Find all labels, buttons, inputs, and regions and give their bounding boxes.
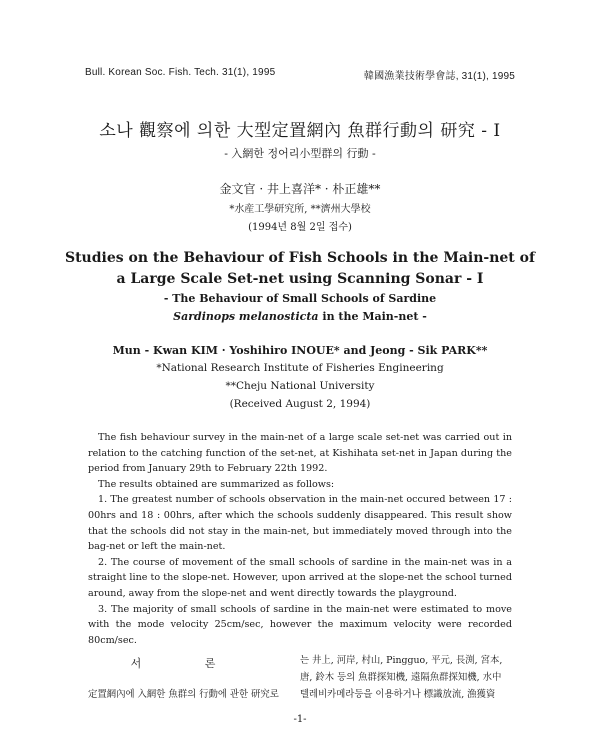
journal-header-en: Bull. Korean Soc. Fish. Tech. 31(1), 1995 (85, 67, 276, 78)
abstract-paragraph: The fish behaviour survey in the main-net of a large scale set-net was carried out in relation to the catching function of the set-net, at Kishihata set-net in Japan during the period from January 29th to February 22th 1992. (88, 432, 512, 475)
received-date-english: (Received August 2, 1994) (229, 398, 371, 410)
intro-right-line: 唐, 鈴木 등의 魚群探知機, 遠隔魚群探知機, 水中 (300, 672, 502, 683)
intro-left-column-text: 定置網內에 入網한 魚群의 行動에 관한 研究로 (88, 689, 279, 700)
title-english (0, 248, 600, 290)
subtitle-english-line-1: - The Behaviour of Small Schools of Sardine (163, 292, 437, 305)
abstract-paragraph: 2. The course of movement of the small schools of sardine in the main-net was in a straight line to the slope-net. However, upon arrived at the slope-net the school turned around, away from the slope-net and went directly towards the playground. (88, 556, 512, 599)
abstract-paragraph: 1. The greatest number of schools observation in the main-net occured between 17 : 00hrs and 18 : 00hrs, after which the schools suddenly disappeared. This result show that the schools did not stay in the main-net, but immediately moved through into the bag-net or left the main-net. (88, 494, 512, 553)
subtitle-korean: - 入網한 정어리小型群의 行動 - (224, 147, 376, 160)
affiliations-korean: *水産工學研究所, **濟州大學校 (229, 204, 371, 215)
title-english-line-1: Studies on the Behaviour of Fish Schools in the Main-net of (64, 250, 535, 266)
subtitle-english-line-2-rest: in the Main-net - (318, 310, 427, 323)
intro-right-line: 텔레비카메라등을 이용하거나 標識放流, 漁獲資 (300, 689, 496, 700)
title-english-line-2: a Large Scale Set-net using Scanning Sonar - I (116, 271, 484, 287)
subtitle-english-line-2 (0, 310, 600, 323)
affiliation-english-1: *National Research Institute of Fisheries Engineering (156, 362, 444, 374)
species-name: Sardinops melanosticta (173, 310, 319, 323)
authors-english: Mun - Kwan KIM · Yoshihiro INOUE* and Jeong - Sik PARK** (112, 344, 488, 357)
abstract-paragraph: The results obtained are summarized as follows: (98, 478, 335, 490)
authors-korean: 金文官 · 井上喜洋* · 朴正雄** (219, 182, 381, 196)
intro-right-column (300, 652, 512, 703)
received-date-korean: (1994년 8월 2일 접수) (248, 222, 352, 233)
title-korean: 소나 觀察에 의한 大型定置網內 魚群行動의 研究 - I (99, 121, 501, 141)
section-heading-introduction: 서 론 (130, 657, 246, 670)
affiliation-english-2: **Cheju National University (225, 380, 375, 392)
abstract (88, 430, 512, 648)
page-number: -1- (293, 714, 307, 725)
abstract-paragraph: 3. The majority of small schools of sardine in the main-net were estimated to move with the mode velocity 25cm/sec, however the maximum velocity were recorded 80cm/sec. (88, 603, 512, 646)
intro-right-line: 는 井上, 河岸, 村山, Pingguo, 平元, 長渕, 宮本, (300, 655, 503, 666)
journal-header-kr: 韓國漁業技術學會誌, 31(1), 1995 (363, 71, 515, 82)
